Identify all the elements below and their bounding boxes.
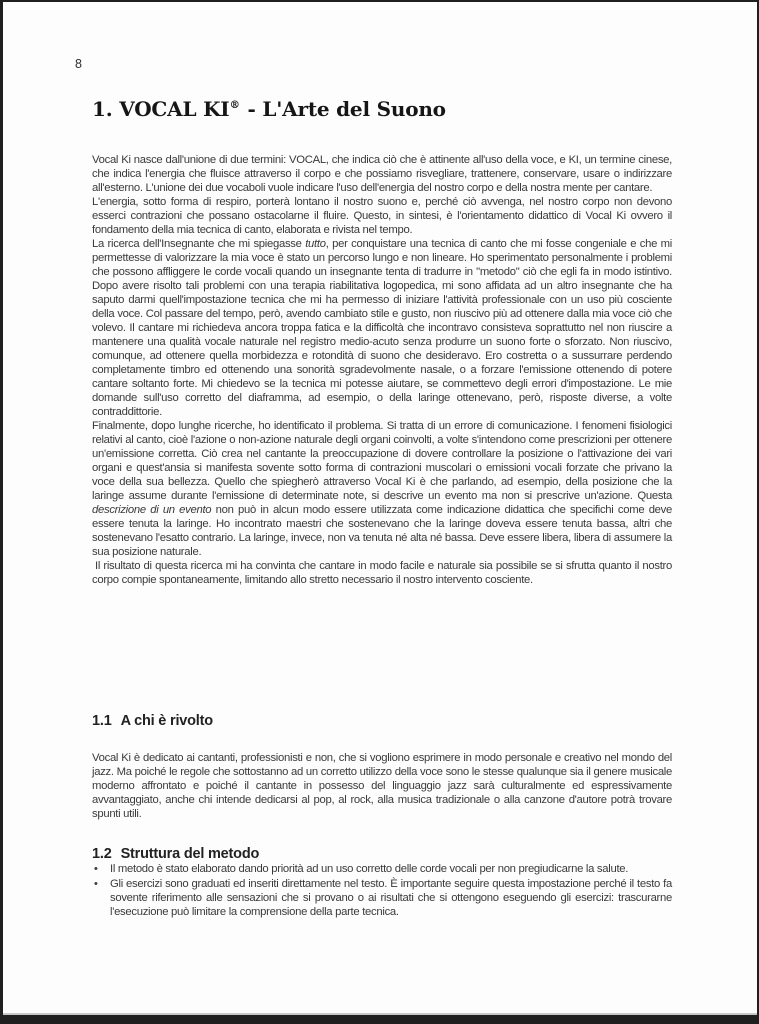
paragraph-text: non può in alcun modo essere utilizzata come indicazione didattica che specifichi come deve essere tenuta la laringe. Ho incontrato maestri che sostenevano che la laringe doveva essere tenuta bassa, altri che sostenevano l'esatto contrario. La laringe, invece, non va tenuta né alta né bassa. Deve essere libera, libera di assumere la sua posizione naturale.	[92, 504, 672, 558]
list-item	[92, 877, 672, 919]
paragraph-text: , per conquistare una tecnica di canto che mi fosse congeniale e che mi permettesse di valorizzare la mia voce è stato un percorso lungo e non lineare. Ho sperimentato personalmente i problemi che possono affliggere le corde vocali quando un insegnante tenta di tradurre in "metodo" ciò che egli fa in modo istintivo. Dopo avere risolto tali problemi con una terapia riabilitativa logopedica, mi sono affidata ad un altro insegnante che ha saputo darmi quell'impostazione tecnica che mi ha permesso di iniziare l'attività professionale con un uso più cosciente della voce. Col passare del tempo, però, avendo cambiato stile e gusto, non riuscivo più ad ottenere dalla mia voce ciò che volevo. Il cantare mi richiedeva ancora troppa fatica e la difficoltà che incontravo consisteva soprattutto nel non riuscire a mantenere una qualità vocale naturale nel registro medio-acuto senza produrre un suono forte o sforzato. Non riuscivo, comunque, ad ottenere quella morbidezza e rotondità di suono che desideravo. Ero costretta o a sussurrare perdendo completamente timbro ed ottenendo una sonorità sgradevolmente nasale, o a forzare l'emissione ottenendo di potere cantare soltanto forte. Mi chiedevo se la tecnica mi potesse aiutare, se commettevo degli errori d'impostazione. Le mie domande sull'uso corretto del diaframma, ad esempio, o della laringe ottenevano, però, risposte diverse, a volte contraddittorie.	[92, 238, 672, 418]
paragraph	[92, 419, 672, 559]
italic-text: descrizione di un evento	[92, 504, 212, 516]
italic-text: tutto	[305, 238, 326, 250]
section-number: 1.1	[92, 713, 112, 730]
chapter-title-main: 1. VOCAL KI	[92, 97, 230, 122]
section-1-1-paragraph	[92, 740, 672, 833]
chapter-intro-text	[92, 153, 672, 587]
bullet-icon: •	[94, 878, 98, 890]
bullet-icon: •	[94, 863, 98, 875]
paragraph-text: La ricerca dell'Insegnante che mi spiegasse	[92, 238, 306, 250]
section-title: Struttura del metodo	[120, 846, 260, 863]
section-heading-1-1	[92, 713, 213, 729]
list-item-text: Gli esercizi sono graduati ed inseriti direttamente nel testo. È importante seguire questa impostazione perché il testo fa sovente riferimento alle sensazioni che si provano o ai risultati che si ottengono eseguendo gli esercizi: trascurarne l'esecuzione può limitare la comprensione della parte tecnica.	[110, 878, 672, 918]
chapter-title-rest: - L'Arte del Suono	[240, 97, 446, 122]
book-page	[3, 2, 757, 1015]
list-item	[92, 862, 672, 876]
paragraph-text: Finalmente, dopo lunghe ricerche, ho identificato il problema. Si tratta di un errore di comunicazione. I fenomeni fisiologici relativi al canto, cioè l'azione o non-azione naturale degli organi coinvolti, a volte s'intendono come prescrizioni per ottenere un'emissione corretta. Ciò crea nel cantante la preoccupazione di dovere controllare la posizione o l'attivazione dei vari organi e quest'ansia si manifesta sovente sotto forma di contrazioni muscolari o emissioni vocali forzate che privano la voce della sua bellezza. Quello che spiegherò attraverso Vocal Ki è che parlando, ad esempio, della posizione che la laringe assume durante l'emissione di determinate note, si descrive un evento ma non si prescrive un'azione. Questa	[92, 420, 672, 502]
paragraph: L'energia, sotto forma di respiro, porterà lontano il nostro suono e, perché ciò avvenga, nel nostro corpo non devono esserci contrazioni che possano ostacolarne il fluire. Questo, in sintesi, è l'orientamento didattico di Vocal Ki ovvero il fondamento della mia tecnica di canto, elaborata e rivista nel tempo.	[92, 196, 672, 236]
page-number: 8	[75, 57, 82, 71]
paragraph	[92, 237, 672, 419]
paragraph: Vocal Ki è dedicato ai cantanti, professionisti e non, che si vogliono esprimere in modo personale e creativo nel mondo del jazz. Ma poiché le regole che sottostanno ad un corretto utilizzo della voce sono le stesse qualunque sia il genere musicale moderno affrontato e poiché il cantante in possesso del linguaggio jazz sarà culturalmente ed espressivamente avvantaggiato, anche chi intende dedicarsi al pop, al rock, alla musica tradizionale o alla canzone d'autore potrà trovare spunti utili.	[92, 752, 672, 821]
list-item-text: Il metodo è stato elaborato dando priorità ad un uso corretto delle corde vocali per non pregiudicarne la salute.	[110, 863, 629, 875]
section-heading-1-2	[92, 846, 259, 862]
paragraph: Vocal Ki nasce dall'unione di due termini: VOCAL, che indica ciò che è attinente all'uso della voce, e KI, un termine cinese, che indica l'energia che fluisce attraverso il corpo e che possiamo risvegliare, trattenere, conservare, usare o indirizzare all'esterno. L'unione dei due vocaboli vuole indicare l'uso dell'energia del nostro corpo e della nostra mente per cantare.	[92, 154, 672, 194]
chapter-title	[92, 97, 446, 121]
registered-trademark-icon: ®	[229, 99, 240, 112]
bullet-list	[92, 862, 672, 920]
paragraph: Il risultato di questa ricerca mi ha convinta che cantare in modo facile e naturale sia possibile se si sfrutta quanto il nostro corpo compie spontaneamente, limitando allo stretto necessario il nostro intervento cosciente.	[92, 560, 672, 586]
section-number: 1.2	[92, 846, 112, 863]
section-title: A chi è rivolto	[120, 713, 213, 730]
